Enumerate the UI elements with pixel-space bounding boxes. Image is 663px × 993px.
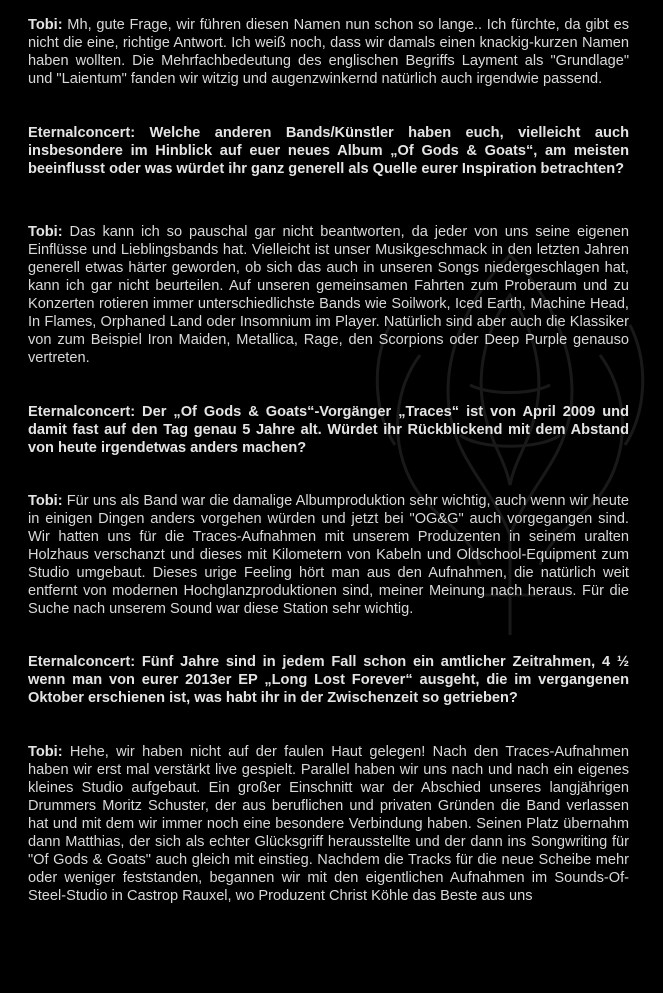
answer-paragraph [28, 16, 629, 88]
interview-article [28, 16, 629, 905]
answer-text: Mh, gute Frage, wir führen diesen Namen nun schon so lange.. Ich fürchte, da gibt es nicht die eine, richtige Antwort. Ich weiß noch, dass wir damals einen knackig-kurzen Namen haben wollten. Die Mehrfachbedeutung des englischen Begriffs Layment als "Grundlage" und "Laientum" fanden wir witzig und augenzwinkernd natürlich auch irgendwie passend. [28, 17, 629, 87]
speaker-label: Tobi: [28, 224, 63, 240]
speaker-label: Tobi: [28, 17, 63, 33]
question-paragraph: Eternalconcert: Der „Of Gods & Goats“-Vorgänger „Traces“ ist von April 2009 und damit fast auf den Tag genau 5 Jahre alt. Würdet ihr Rückblickend mit dem Abstand von heute irgendetwas anders machen? [28, 404, 629, 456]
answer-text: Hehe, wir haben nicht auf der faulen Haut gelegen! Nach den Traces-Aufnahmen haben wir erst mal verstärkt live gespielt. Parallel haben wir uns nach und nach ein eigenes kleines Studio aufgebaut. Ein großer Einschnitt war der Abschied unseres langjährigen Drummers Moritz Schuster, der aus beruflichen und privaten Gründen die Band verlassen hat und mit dem wir immer noch eine besondere Verbindung haben. Seinen Platz übernahm dann Matthias, der sich als echter Glücksgriff herausstellte und der dann ins Songwriting für "Of Gods & Goats" auch gleich mit einstieg. Nachdem die Tracks für die neue Scheibe mehr oder weniger feststanden, begannen wir mit den eigentlichen Aufnahmen im Sounds-Of-Steel-Studio in Castrop Rauxel, wo Produzent Christ Köhle das Beste aus uns [28, 744, 629, 904]
answer-paragraph [28, 492, 629, 618]
speaker-label: Tobi: [28, 744, 63, 760]
answer-text: Das kann ich so pauschal gar nicht beantworten, da jeder von uns seine eigenen Einflüsse und Lieblingsbands hat. Vielleicht ist unser Musikgeschmack in den letzten Jahren generell etwas härter geworden, ob sich das auch in unseren Songs niedergeschlagen hat, kann ich gar nicht beurteilen. Auf unseren gemeinsamen Fahrten zum Proberaum und zu Konzerten rotieren immer unterschiedlichste Bands wie Soilwork, Iced Earth, Machine Head, In Flames, Orphaned Land oder Insomnium im Player. Natürlich sind aber auch die Klassiker von zum Beispiel Iron Maiden, Metallica, Rage, den Scorpions oder Deep Purple genauso vertreten. [28, 224, 629, 366]
answer-paragraph [28, 223, 629, 367]
speaker-label: Tobi: [28, 493, 63, 509]
question-paragraph: Eternalconcert: Fünf Jahre sind in jedem Fall schon ein amtlicher Zeitrahmen, 4 ½ wenn man von eurer 2013er EP „Long Lost Forever“ ausgeht, die im vergangenen Oktober erschienen ist, was habt ihr in der Zwischenzeit so getrieben? [28, 654, 629, 706]
answer-paragraph [28, 743, 629, 905]
answer-text: Für uns als Band war die damalige Albumproduktion sehr wichtig, auch wenn wir heute in einigen Dingen anders vorgehen würden und jetzt bei "OG&G" auch vorgegangen sind. Wir hatten uns für die Traces-Aufnahmen mit unserem Produzenten in seinem uralten Holzhaus verschanzt und dieses mit Kilometern von Kabeln und Oldschool-Equipment zum Studio umgebaut. Dieses urige Feeling hört man aus den Aufnahmen, die natürlich weit entfernt von modernen Hochglanzproduktionen sind, meiner Meinung nach heraus. Für die Suche nach unserem Sound war diese Station sehr wichtig. [28, 493, 629, 617]
question-paragraph: Eternalconcert: Welche anderen Bands/Künstler haben euch, vielleicht auch insbesondere im Hinblick auf euer neues Album „Of Gods & Goats“, am meisten beeinflusst oder was würdet ihr ganz generell als Quelle eurer Inspiration betrachten? [28, 125, 629, 177]
